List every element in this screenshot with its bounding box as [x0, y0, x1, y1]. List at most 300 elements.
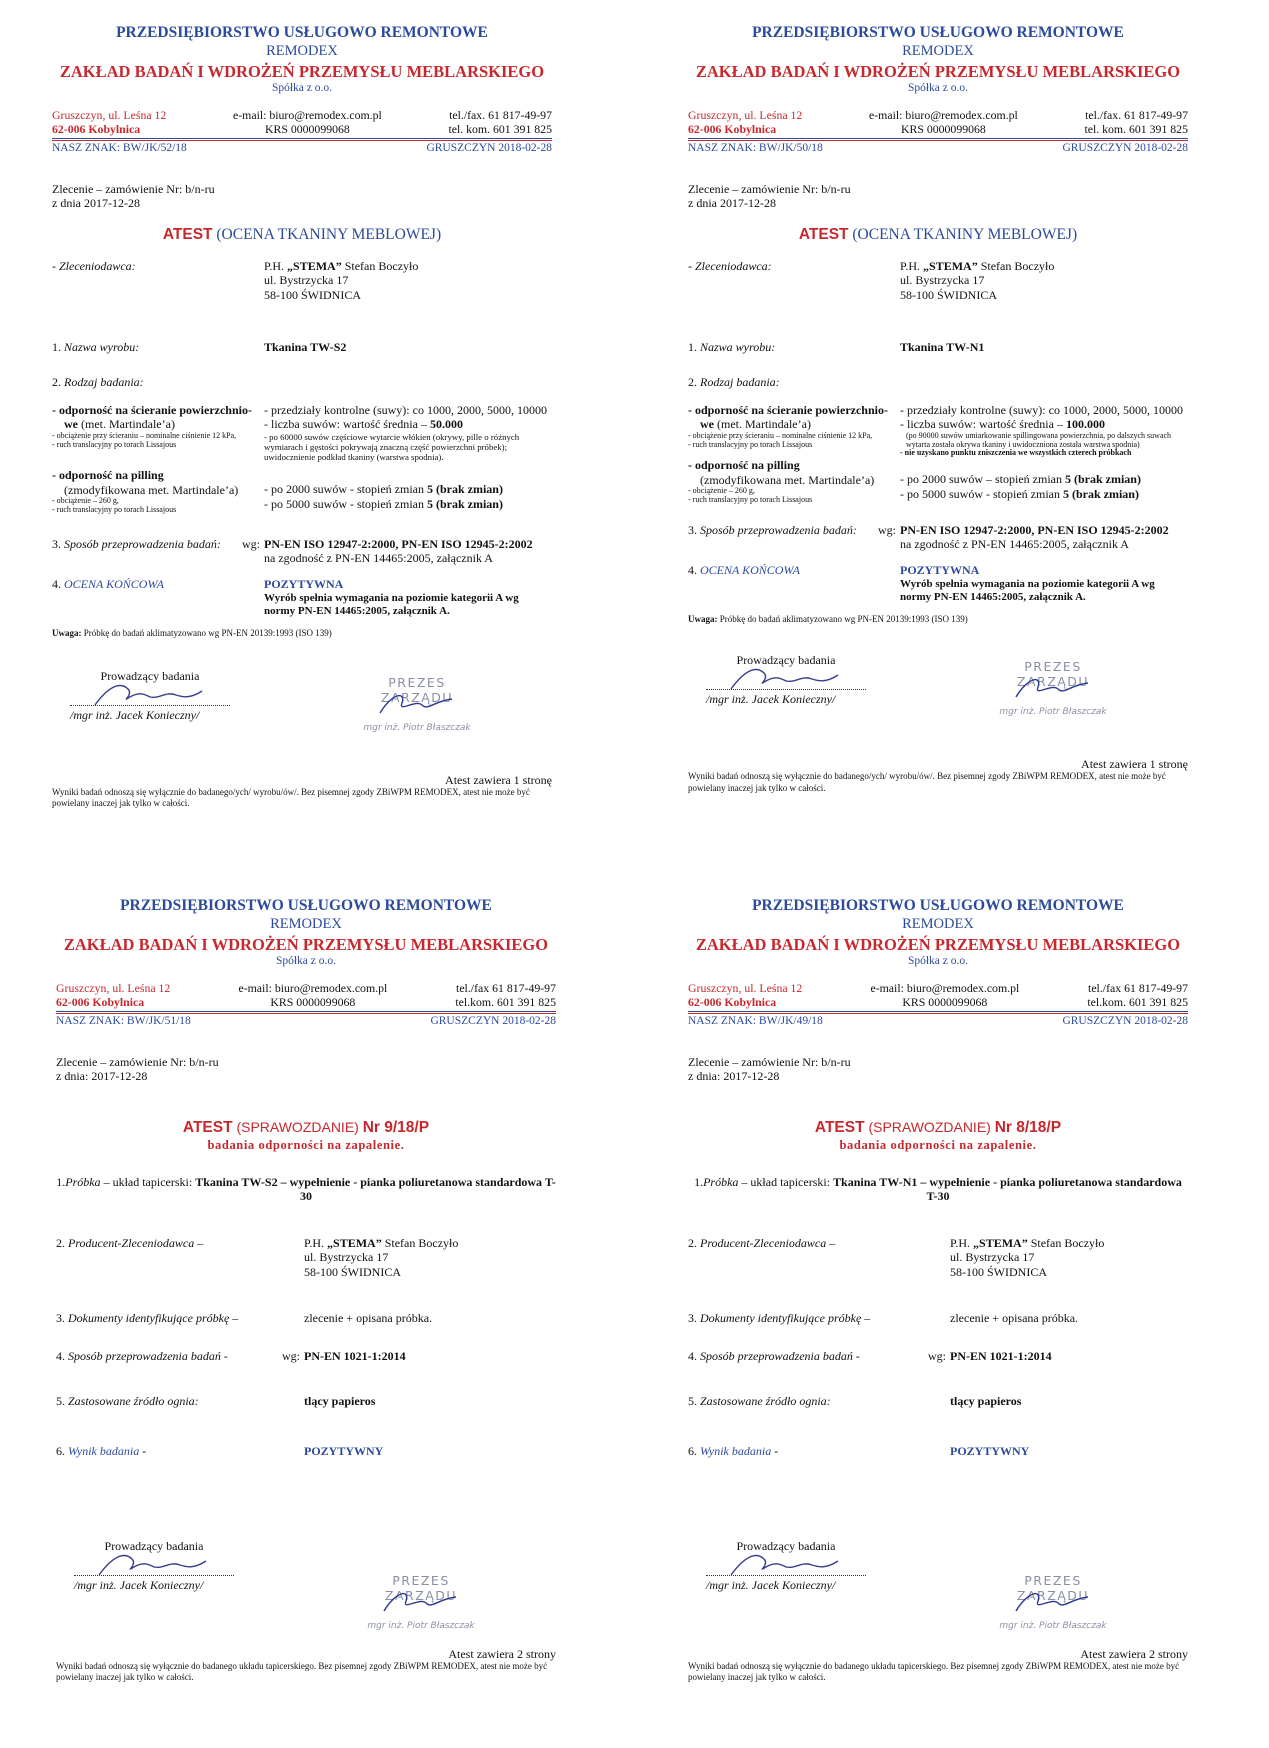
- section-number: 5.: [688, 1393, 697, 1408]
- section-number: 6.: [56, 1444, 65, 1459]
- method-standards: PN-EN ISO 12947-2:2000, PN-EN ISO 12945-2:2002: [264, 536, 533, 551]
- producer-row: [56, 1236, 556, 1279]
- pilling-title: - odporność na pilling: [688, 458, 800, 473]
- phone-fax: tel./fax. 61 817-49-97: [1085, 107, 1188, 122]
- tester-signature-block: [706, 1539, 866, 1593]
- pilling-result-5000: 5 (brak zmian): [426, 496, 503, 511]
- tester-signature-block: [74, 1539, 234, 1593]
- client-prefix: P.H.: [900, 259, 924, 274]
- divider: [52, 140, 552, 141]
- tester-name: /mgr inż. Jacek Konieczny/: [70, 708, 200, 723]
- tester-signature: [726, 661, 846, 695]
- result-label: Wynik badania: [68, 1444, 140, 1459]
- remark: [52, 628, 552, 639]
- section-number: 4.: [688, 1349, 697, 1364]
- final-assessment-description: Wyrób spełnia wymagania na poziomie kategorii A wg normy PN-EN 14465:2005, załącznik A.: [264, 591, 519, 617]
- remark: [688, 614, 1188, 625]
- president-stamp: [988, 659, 1118, 718]
- product-name: Tkanina TW-N1: [900, 340, 985, 355]
- page-count: Atest zawiera 1 stronę: [1081, 756, 1188, 771]
- title-description: (SPRAWOZDANIE): [232, 1119, 363, 1136]
- title-atest: ATEST: [162, 226, 213, 244]
- company-form: Spółka z o.o.: [271, 81, 333, 94]
- section-number: 3.: [688, 522, 697, 537]
- signature-line: [74, 1553, 234, 1576]
- stamp-title: PREZES ZARZĄDU: [380, 674, 454, 705]
- producer-row: [688, 1236, 1188, 1279]
- section-number: 2.: [688, 374, 697, 389]
- document-subtitle: badania odporności na zapalenie.: [207, 1138, 405, 1153]
- company-name: PRZEDSIĘBIORSTWO USŁUGOWO REMONTOWE: [116, 24, 488, 41]
- sample-description: Tkanina TW-S2 – wypełnienie - pianka poliuretanowa standardowa T-30: [195, 1175, 556, 1204]
- phone-mobile: tel.kom. 601 391 825: [1087, 994, 1188, 1009]
- order-date: z dnia: 2017-12-28: [688, 1069, 780, 1084]
- title-atest: ATEST: [182, 1119, 233, 1137]
- client-city: 58-100 ŚWIDNICA: [900, 287, 997, 302]
- order-number: Zlecenie – zamówienie Nr: b/n-ru: [52, 181, 215, 196]
- product-label: Nazwa wyrobu:: [700, 340, 776, 355]
- document-title: [56, 1119, 556, 1138]
- title-description: (SPRAWOZDANIE): [864, 1119, 995, 1136]
- fire-source-value: tlący papieros: [304, 1393, 376, 1408]
- footer-note: Wyniki badań odnoszą się wyłącznie do badanego układu tapicerskiego. Bez pisemnej zgody ZBiWPM REMODEX, atest nie może być powielany inaczej jak tylko w całości.: [56, 1660, 548, 1683]
- pilling-note-load: - obciążenie – 260 g,: [52, 495, 119, 505]
- method-wg: wg:: [242, 536, 260, 551]
- method-row: [688, 523, 1188, 552]
- title-description: (OCENA TKANINY MEBLOWEJ): [216, 226, 442, 244]
- abrasion-result-label: - liczba suwów: wartość średnia –: [900, 417, 1066, 432]
- result-dash: -: [139, 1444, 147, 1459]
- stamp-name: mgr inż. Piotr Błaszczak: [999, 706, 1107, 717]
- tester-signature: [94, 1547, 214, 1581]
- section-number: 2.: [688, 1235, 697, 1250]
- pilling-result-5000: 5 (brak zmian): [1062, 486, 1139, 501]
- fire-source-value: tlący papieros: [950, 1393, 1022, 1408]
- client-city: 58-100 ŚWIDNICA: [304, 1264, 401, 1279]
- abrasion-test: [688, 403, 1188, 458]
- client-prefix: P.H.: [950, 1235, 974, 1250]
- tester-signature-block: [70, 669, 230, 723]
- documents-value: zlecenie + opisana próbka.: [950, 1311, 1079, 1326]
- reference-line: [52, 142, 552, 156]
- title-number: Nr 9/18/P: [362, 1119, 430, 1137]
- abrasion-title-cont: we: [700, 417, 714, 432]
- president-signature: [376, 1587, 466, 1617]
- krs: KRS 0000099068: [264, 121, 350, 136]
- title-atest: ATEST: [798, 226, 849, 244]
- divider: [688, 140, 1188, 141]
- contact-bar: [688, 108, 1188, 139]
- client-owner: Stefan Boczyło: [341, 259, 419, 274]
- section-number: 4.: [56, 1349, 65, 1364]
- order-info: [688, 1055, 1188, 1084]
- result-value: POZYTYWNY: [304, 1444, 384, 1459]
- client-street: ul. Bystrzycka 17: [950, 1250, 1035, 1265]
- abrasion-title: - odporność na ścieranie powierzchnio-: [52, 403, 252, 418]
- product-name: Tkanina TW-S2: [264, 340, 347, 355]
- method-standards: PN-EN ISO 12947-2:2000, PN-EN ISO 12945-2:2002: [900, 522, 1169, 537]
- abrasion-test: [52, 403, 552, 462]
- final-assessment-row: [688, 563, 1188, 604]
- contact-bar: [688, 981, 1188, 1012]
- reference-number: NASZ ZNAK: BW/JK/51/18: [56, 1014, 191, 1027]
- documents-row: [56, 1311, 556, 1325]
- method-row: [688, 1349, 1188, 1363]
- order-date: z dnia: 2017-12-28: [56, 1069, 148, 1084]
- result-row: [688, 1444, 1188, 1458]
- title-number: Nr 8/18/P: [994, 1119, 1062, 1137]
- company-form: Spółka z o.o.: [907, 954, 969, 967]
- krs: KRS 0000099068: [900, 121, 986, 136]
- tester-title: Prowadzący badania: [736, 1538, 836, 1553]
- client-row: [52, 259, 552, 302]
- president-signature: [372, 689, 462, 719]
- method-label: Sposób przeprowadzenia badań:: [64, 536, 221, 551]
- final-assessment-result: POZYTYWNA: [900, 563, 980, 578]
- attest-document-4: [688, 893, 1188, 1743]
- order-number: Zlecenie – zamówienie Nr: b/n-ru: [688, 1054, 851, 1069]
- address-street: Gruszczyn, ul. Leśna 12: [56, 980, 171, 995]
- tester-title: Prowadzący badania: [100, 668, 200, 683]
- reference-line: [688, 142, 1188, 156]
- final-assessment-result: POZYTYWNA: [264, 577, 344, 592]
- section-number: 3.: [52, 536, 61, 551]
- method-label: Sposób przeprowadzenia badań -: [700, 1349, 860, 1364]
- client-row: [688, 259, 1188, 302]
- product-row: [52, 340, 552, 354]
- section-number: 4.: [52, 577, 61, 592]
- section-number: 4.: [688, 563, 697, 578]
- signature-line: [706, 667, 866, 690]
- result-label: Wynik badania: [700, 1444, 772, 1459]
- address-city: 62-006 Kobylnica: [688, 121, 777, 136]
- test-type-row: [688, 375, 1188, 389]
- stamp-name: mgr inż. Piotr Błaszczak: [367, 1620, 475, 1631]
- place-date: GRUSZCZYN 2018-02-28: [430, 1014, 556, 1027]
- fire-source-label: Zastosowane źródło ognia:: [700, 1393, 831, 1408]
- signatures: [52, 669, 552, 779]
- section-number: 1.: [688, 340, 697, 355]
- email: e-mail: biuro@remodex.com.pl: [869, 107, 1018, 122]
- section-number: 2.: [52, 374, 61, 389]
- client-city: 58-100 ŚWIDNICA: [264, 287, 361, 302]
- final-assessment-label: OCENA KOŃCOWA: [700, 563, 800, 578]
- company-name: PRZEDSIĘBIORSTWO USŁUGOWO REMONTOWE: [752, 24, 1124, 41]
- tester-name: /mgr inż. Jacek Konieczny/: [706, 1577, 836, 1592]
- company-brand: REMODEX: [902, 915, 974, 932]
- method-wg: wg:: [928, 1349, 946, 1364]
- order-info: [52, 182, 552, 211]
- method-label: Sposób przeprowadzenia badań -: [68, 1349, 228, 1364]
- company-name: PRZEDSIĘBIORSTWO USŁUGOWO REMONTOWE: [120, 897, 492, 914]
- client-prefix: P.H.: [264, 259, 288, 274]
- result-row: [56, 1444, 556, 1458]
- krs: KRS 0000099068: [902, 994, 988, 1009]
- pilling-result-2000-label: - po 2000 suwów – stopień zmian: [900, 472, 1065, 487]
- section-number: 1.: [52, 340, 61, 355]
- company-form: Spółka z o.o.: [275, 954, 337, 967]
- fire-source-label: Zastosowane źródło ognia:: [68, 1393, 199, 1408]
- pilling-result-2000-label: - po 2000 suwów - stopień zmian: [264, 482, 427, 497]
- signature-line: [70, 683, 230, 706]
- company-division: ZAKŁAD BADAŃ I WDROŻEŃ PRZEMYSŁU MEBLARSKIEGO: [695, 61, 1181, 81]
- abrasion-title-cont: we: [64, 417, 78, 432]
- test-type-row: [52, 375, 552, 389]
- tester-name: /mgr inż. Jacek Konieczny/: [74, 1577, 204, 1592]
- client-owner: Stefan Boczyło: [1027, 1235, 1105, 1250]
- client-value: [264, 259, 552, 302]
- president-signature: [1008, 1587, 1098, 1617]
- pilling-result-2000: 5 (brak zmian): [1064, 472, 1141, 487]
- test-type-label: Rodzaj badania:: [700, 374, 780, 389]
- tester-title: Prowadzący badania: [736, 652, 836, 667]
- remark-text: Próbkę do badań aklimatyzowano wg PN-EN 20139:1993 (ISO 139): [717, 614, 968, 625]
- abrasion-intervals: - przedziały kontrolne (suwy): co 1000, 2000, 5000, 10000: [900, 403, 1183, 418]
- president-stamp: [352, 675, 482, 734]
- client-company: „STEMA”: [973, 1235, 1028, 1250]
- phone-fax: tel./fax. 61 817-49-97: [449, 107, 552, 122]
- method-compliance: na zgodność z PN-EN 14465:2005, załącznik A: [264, 550, 493, 565]
- page-count: Atest zawiera 1 stronę: [445, 772, 552, 787]
- method-label: Sposób przeprowadzenia badań:: [700, 522, 857, 537]
- address-street: Gruszczyn, ul. Leśna 12: [688, 980, 803, 995]
- address-city: 62-006 Kobylnica: [688, 994, 777, 1009]
- order-number: Zlecenie – zamówienie Nr: b/n-ru: [56, 1054, 219, 1069]
- section-number: 6.: [688, 1444, 697, 1459]
- pilling-test: [688, 458, 1188, 504]
- abrasion-result-label: - liczba suwów: wartość średnia –: [264, 417, 430, 432]
- order-info: [56, 1055, 556, 1084]
- pilling-test: [52, 468, 552, 514]
- signatures: [688, 1539, 1188, 1649]
- order-date: z dnia 2017-12-28: [688, 196, 776, 211]
- client-street: ul. Bystrzycka 17: [900, 273, 985, 288]
- tester-title: Prowadzący badania: [104, 1538, 204, 1553]
- client-city: 58-100 ŚWIDNICA: [950, 1264, 1047, 1279]
- client-owner: Stefan Boczyło: [977, 259, 1055, 274]
- signature-line: [706, 1553, 866, 1576]
- document-title: [52, 226, 552, 245]
- sample-row: [56, 1175, 556, 1204]
- client-company: „STEMA”: [923, 259, 978, 274]
- company-brand: REMODEX: [266, 42, 338, 59]
- abrasion-note-load: - obciążenie przy ścieraniu – nominalne ciśnienie 12 kPa,: [52, 430, 237, 440]
- pilling-note-motion: - ruch translacyjny po torach Lissajous: [688, 494, 813, 504]
- method-standard: PN-EN 1021-1:2014: [950, 1349, 1052, 1364]
- abrasion-note-motion: - ruch translacyjny po torach Lissajous: [52, 439, 177, 449]
- phone-fax: tel./fax 61 817-49-97: [456, 980, 556, 995]
- abrasion-intervals: - przedziały kontrolne (suwy): co 1000, 2000, 5000, 10000: [264, 403, 547, 418]
- footer-note: Wyniki badań odnoszą się wyłącznie do badanego/ych/ wyrobu/ów/. Bez pisemnej zgody ZBiWPM REMODEX, atest nie może być powielany inaczej jak tylko w całości.: [688, 771, 1166, 793]
- final-assessment-label: OCENA KOŃCOWA: [64, 577, 164, 592]
- section-number: 3.: [56, 1311, 65, 1326]
- pilling-result-5000-label: - po 5000 suwów - stopień zmian: [264, 496, 427, 511]
- client-value: [900, 259, 1188, 302]
- document-title: [688, 1119, 1188, 1138]
- company-division: ZAKŁAD BADAŃ I WDROŻEŃ PRZEMYSŁU MEBLARSKIEGO: [695, 934, 1181, 954]
- method-row: [52, 537, 552, 566]
- stamp-name: mgr inż. Piotr Błaszczak: [999, 1620, 1107, 1631]
- stamp-title: PREZES ZARZĄDU: [1016, 1572, 1090, 1603]
- place-date: GRUSZCZYN 2018-02-28: [1062, 141, 1188, 154]
- divider: [56, 1013, 556, 1014]
- abrasion-result-value: 100.000: [1065, 417, 1105, 432]
- pilling-title: - odporność na pilling: [52, 468, 164, 483]
- documents-row: [688, 1311, 1188, 1325]
- president-stamp: [356, 1573, 486, 1632]
- stamp-name: mgr inż. Piotr Błaszczak: [363, 722, 471, 733]
- fire-source-row: [688, 1394, 1188, 1408]
- abrasion-note-load: - obciążenie przy ścieraniu – nominalne ciśnienie 12 kPa,: [688, 430, 873, 440]
- stamp-title: PREZES ZARZĄDU: [384, 1572, 458, 1603]
- page-count: Atest zawiera 2 strony: [1080, 1646, 1188, 1661]
- tester-signature: [726, 1547, 846, 1581]
- client-label: - Zleceniodawca:: [688, 259, 772, 274]
- section-number: 5.: [56, 1393, 65, 1408]
- remark-label: Uwaga:: [688, 614, 718, 625]
- sample-label: Próbka: [703, 1175, 739, 1190]
- abrasion-result-value: 50.000: [429, 417, 463, 432]
- tester-signature-block: [706, 653, 866, 707]
- client-owner: Stefan Boczyło: [381, 1235, 459, 1250]
- company-division: ZAKŁAD BADAŃ I WDROŻEŃ PRZEMYSŁU MEBLARSKIEGO: [63, 934, 549, 954]
- abrasion-note-motion: - ruch translacyjny po torach Lissajous: [688, 439, 813, 449]
- company-brand: REMODEX: [270, 915, 342, 932]
- order-info: [688, 182, 1188, 211]
- abrasion-conclusion: - nie uzyskano punktu zniszczenia we wszystkich czterech próbkach: [900, 448, 1132, 458]
- title-description: (OCENA TKANINY MEBLOWEJ): [852, 226, 1078, 244]
- test-type-label: Rodzaj badania:: [64, 374, 144, 389]
- client-street: ul. Bystrzycka 17: [304, 1250, 389, 1265]
- address-street: Gruszczyn, ul. Leśna 12: [688, 107, 803, 122]
- producer-label: Producent-Zleceniodawca –: [68, 1235, 204, 1250]
- order-number: Zlecenie – zamówienie Nr: b/n-ru: [688, 181, 851, 196]
- phone-mobile: tel. kom. 601 391 825: [448, 121, 552, 136]
- signatures: [56, 1539, 556, 1649]
- reference-number: NASZ ZNAK: BW/JK/50/18: [688, 141, 823, 154]
- address-city: 62-006 Kobylnica: [52, 121, 141, 136]
- address-street: Gruszczyn, ul. Leśna 12: [52, 107, 167, 122]
- footer-note: Wyniki badań odnoszą się wyłącznie do badanego układu tapicerskiego. Bez pisemnej zgody ZBiWPM REMODEX, atest nie może być powielany inaczej jak tylko w całości.: [688, 1660, 1180, 1683]
- producer-value: [304, 1236, 556, 1279]
- place-date: GRUSZCZYN 2018-02-28: [426, 141, 552, 154]
- abrasion-observation: (po 90000 suwów umiarkowanie spillingowana powierzchnia, po dalszych suwach wytarta została okrywa tkaniny i uwidoczniona została warstwa spodnia): [906, 430, 1172, 449]
- company-form: Spółka z o.o.: [907, 81, 969, 94]
- pilling-note-motion: - ruch translacyjny po torach Lissajous: [52, 504, 177, 514]
- pilling-method: (zmodyfikowana met. Martindale’a): [700, 472, 875, 487]
- title-atest: ATEST: [814, 1119, 865, 1137]
- section-number: 3.: [688, 1311, 697, 1326]
- address-city: 62-006 Kobylnica: [56, 994, 145, 1009]
- company-division: ZAKŁAD BADAŃ I WDROŻEŃ PRZEMYSŁU MEBLARSKIEGO: [59, 61, 545, 81]
- client-label: - Zleceniodawca:: [52, 259, 136, 274]
- product-label: Nazwa wyrobu:: [64, 340, 140, 355]
- place-date: GRUSZCZYN 2018-02-28: [1062, 1014, 1188, 1027]
- method-compliance: na zgodność z PN-EN 14465:2005, załącznik A: [900, 536, 1129, 551]
- email: e-mail: biuro@remodex.com.pl: [233, 107, 382, 122]
- reference-number: NASZ ZNAK: BW/JK/52/18: [52, 141, 187, 154]
- pilling-method: (zmodyfikowana met. Martindale’a): [64, 482, 239, 497]
- divider: [688, 1013, 1188, 1014]
- contact-bar: [56, 981, 556, 1012]
- reference-line: [56, 1015, 556, 1029]
- phone-mobile: tel.kom. 601 391 825: [455, 994, 556, 1009]
- attest-document-1: [52, 20, 552, 870]
- company-brand: REMODEX: [902, 42, 974, 59]
- reference-number: NASZ ZNAK: BW/JK/49/18: [688, 1014, 823, 1027]
- result-value: POZYTYWNY: [950, 1444, 1030, 1459]
- documents-label: Dokumenty identyfikujące próbkę –: [68, 1311, 239, 1326]
- client-street: ul. Bystrzycka 17: [264, 273, 349, 288]
- final-assessment-description: Wyrób spełnia wymagania na poziomie kategorii A wg normy PN-EN 14465:2005, załącznik A.: [900, 577, 1155, 603]
- fire-source-row: [56, 1394, 556, 1408]
- email: e-mail: biuro@remodex.com.pl: [870, 980, 1020, 995]
- sample-row: [688, 1175, 1188, 1204]
- company-name: PRZEDSIĘBIORSTWO USŁUGOWO REMONTOWE: [752, 897, 1124, 914]
- abrasion-title: - odporność na ścieranie powierzchnio-: [688, 403, 888, 418]
- president-signature: [1008, 673, 1098, 703]
- footer-note: Wyniki badań odnoszą się wyłącznie do badanego/ych/ wyrobu/ów/. Bez pisemnej zgody ZBiWPM REMODEX, atest nie może być powielany inaczej jak tylko w całości.: [52, 787, 530, 809]
- document-subtitle: badania odporności na zapalenie.: [839, 1138, 1037, 1153]
- stamp-title: PREZES ZARZĄDU: [1016, 658, 1090, 689]
- method-wg: wg:: [878, 522, 896, 537]
- client-prefix: P.H.: [304, 1235, 328, 1250]
- krs: KRS 0000099068: [270, 994, 356, 1009]
- order-date: z dnia 2017-12-28: [52, 196, 140, 211]
- phone-mobile: tel. kom. 601 391 825: [1084, 121, 1188, 136]
- client-company: „STEMA”: [327, 1235, 382, 1250]
- pilling-result-2000: 5 (brak zmian): [426, 482, 503, 497]
- page-count: Atest zawiera 2 strony: [448, 1646, 556, 1661]
- sample-label: Próbka: [65, 1175, 101, 1190]
- sample-type: – układ tapicerski:: [738, 1175, 834, 1190]
- remark-label: Uwaga:: [52, 628, 82, 639]
- producer-label: Producent-Zleceniodawca –: [700, 1235, 836, 1250]
- document-title: [688, 226, 1188, 245]
- pilling-note-load: - obciążenie – 260 g,: [688, 485, 755, 495]
- tester-signature: [90, 677, 210, 711]
- result-dash: -: [771, 1444, 779, 1459]
- producer-value: [950, 1236, 1188, 1279]
- phone-fax: tel./fax 61 817-49-97: [1088, 980, 1188, 995]
- attest-document-2: [688, 20, 1188, 870]
- attest-document-3: [56, 893, 556, 1743]
- sample-type: – układ tapicerski:: [100, 1175, 196, 1190]
- pilling-result-5000-label: - po 5000 suwów - stopień zmian: [900, 486, 1063, 501]
- tester-name: /mgr inż. Jacek Konieczny/: [706, 692, 836, 707]
- method-standard: PN-EN 1021-1:2014: [304, 1349, 406, 1364]
- documents-label: Dokumenty identyfikujące próbkę –: [700, 1311, 871, 1326]
- remark-text: Próbkę do badań aklimatyzowano wg PN-EN 20139:1993 (ISO 139): [81, 628, 332, 639]
- documents-value: zlecenie + opisana próbka.: [304, 1311, 433, 1326]
- sample-description: Tkanina TW-N1 – wypełnienie - pianka poliuretanowa standardowa T-30: [833, 1175, 1182, 1204]
- contact-bar: [52, 108, 552, 139]
- final-assessment-row: [52, 577, 552, 618]
- abrasion-observation: - po 60000 suwów częściowe wytarcie włókien (okrywy, pille o różnych wymiarach i gęstości pokrywają znaczną część powierzchni próbek); uwidocznienie podkład tkaniny (warstwa spodnia).: [264, 431, 520, 463]
- method-wg: wg:: [282, 1349, 300, 1364]
- email: e-mail: biuro@remodex.com.pl: [238, 980, 388, 995]
- product-row: [688, 340, 1188, 354]
- signatures: [688, 653, 1188, 763]
- abrasion-method: (met. Martindale’a): [78, 417, 175, 432]
- section-number: 1.: [56, 1175, 66, 1190]
- section-number: 1.: [694, 1175, 704, 1190]
- abrasion-method: (met. Martindale’a): [714, 417, 811, 432]
- client-company: „STEMA”: [287, 259, 342, 274]
- reference-line: [688, 1015, 1188, 1029]
- section-number: 2.: [56, 1235, 65, 1250]
- method-row: [56, 1349, 556, 1363]
